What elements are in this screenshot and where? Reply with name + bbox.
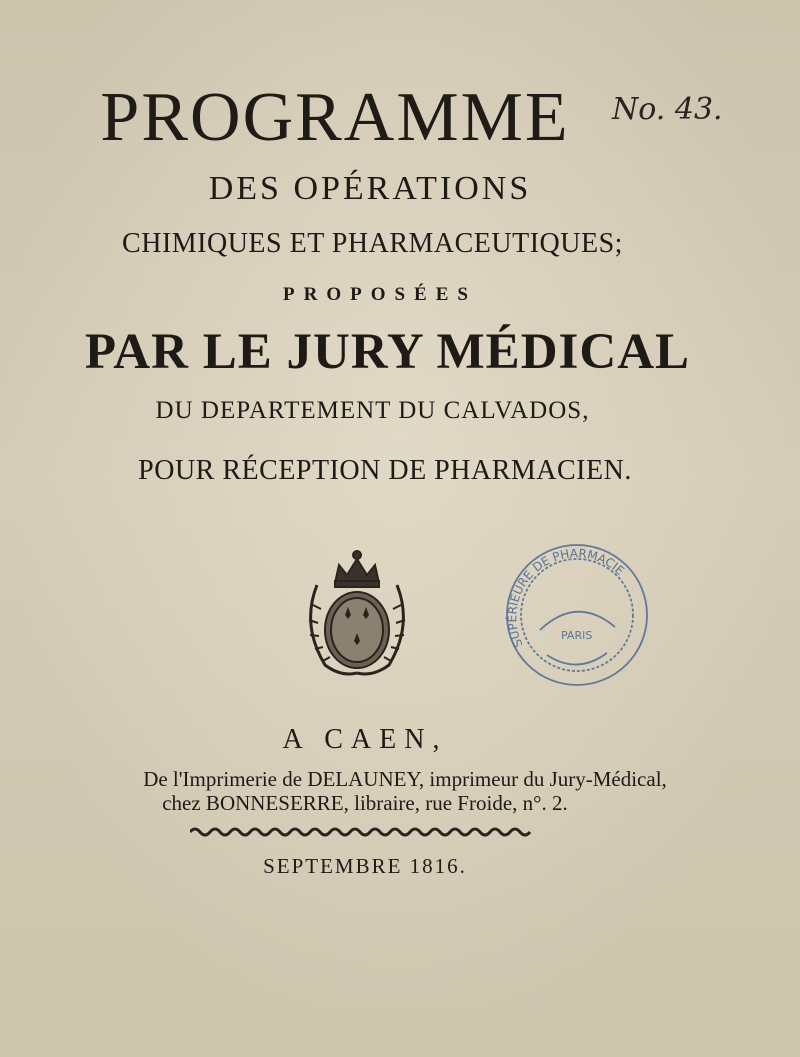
library-stamp-icon (495, 535, 660, 695)
handwritten-number: No. 43. (612, 92, 723, 127)
subtitle-jury-medical: PAR LE JURY MÉDICAL (84, 324, 691, 380)
royal-arms-icon (295, 545, 420, 685)
subtitle-operations: DES OPÉRATIONS (208, 170, 532, 207)
subtitle-chimiques: CHIMIQUES ET PHARMACEUTIQUES; (122, 228, 623, 259)
subtitle-departement: DU DEPARTEMENT DU CALVADOS, (155, 397, 590, 424)
publication-date: SEPTEMBRE 1816. (263, 854, 467, 878)
imprint-line-2: chez BONNESERRE, libraire, rue Froide, n°. 2. (162, 791, 568, 815)
subtitle-proposees: PROPOSÉES (283, 284, 477, 305)
stamp-inner-text: PARIS (561, 629, 593, 642)
document-title: PROGRAMME (100, 79, 570, 156)
subtitle-reception: POUR RÉCEPTION DE PHARMACIEN. (138, 455, 632, 486)
ornamental-rule (190, 826, 535, 838)
place-of-publication: A CAEN, (282, 724, 448, 755)
imprint-line-1: De l'Imprimerie de DELAUNEY, imprimeur du Jury-Médical, (143, 767, 667, 791)
stamp-outer-text: SUPÉRIEURE DE PHARMACIE (505, 546, 627, 650)
